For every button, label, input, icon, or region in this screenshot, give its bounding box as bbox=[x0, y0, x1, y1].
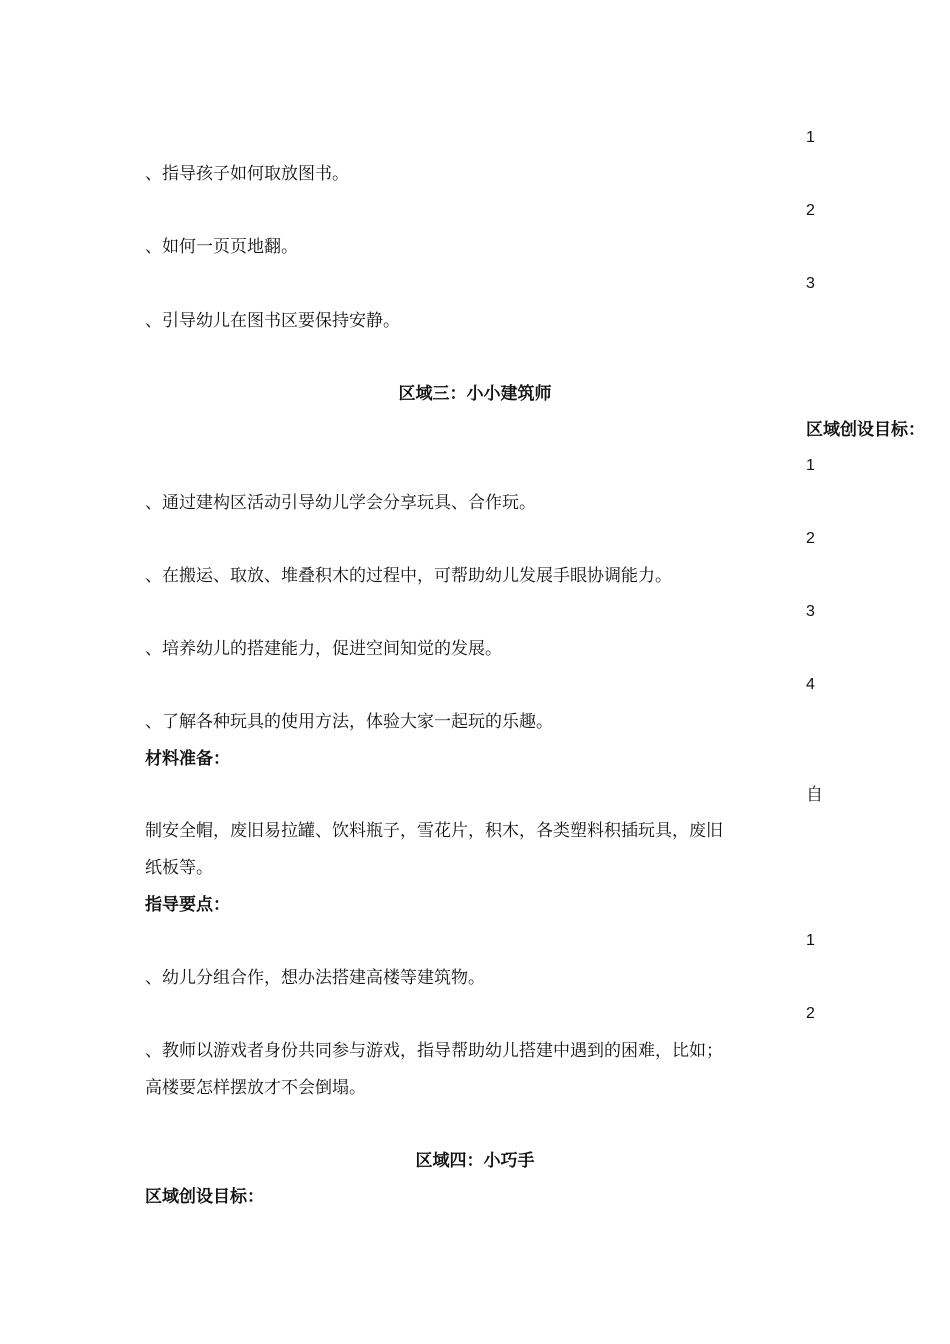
materials-line: 制安全帽，废旧易拉罐、饮料瓶子，雪花片，积木，各类塑料积插玩具，废旧 bbox=[145, 821, 723, 841]
list-item: 、如何一页页地翻。 bbox=[145, 237, 298, 257]
list-number: 2 bbox=[806, 202, 815, 219]
list-number: 2 bbox=[806, 1005, 815, 1022]
list-item: 、培养幼儿的搭建能力，促进空间知觉的发展。 bbox=[145, 639, 502, 659]
materials-heading: 材料准备： bbox=[145, 749, 230, 769]
list-number: 4 bbox=[806, 676, 815, 693]
list-number: 1 bbox=[806, 457, 815, 474]
list-item: 、指导孩子如何取放图书。 bbox=[145, 164, 349, 184]
list-item: 、在搬运、取放、堆叠积木的过程中，可帮助幼儿发展手眼协调能力。 bbox=[145, 566, 672, 586]
goals-heading: 区域创设目标： bbox=[145, 1187, 264, 1207]
list-number: 2 bbox=[806, 530, 815, 547]
list-item: 、通过建构区活动引导幼儿学会分享玩具、合作玩。 bbox=[145, 493, 536, 513]
list-number: 1 bbox=[806, 129, 815, 146]
list-item: 、教师以游戏者身份共同参与游戏，指导帮助幼儿搭建中遇到的困难，比如； bbox=[145, 1041, 723, 1061]
materials-first-char: 自 bbox=[806, 785, 823, 805]
list-number: 3 bbox=[806, 603, 815, 620]
list-number: 1 bbox=[806, 932, 815, 949]
list-number: 3 bbox=[806, 275, 815, 292]
goals-heading: 区域创设目标： bbox=[806, 420, 925, 440]
section-title-area4: 区域四：小巧手 bbox=[415, 1151, 535, 1171]
guidance-heading: 指导要点： bbox=[145, 895, 230, 915]
materials-line: 纸板等。 bbox=[145, 858, 213, 878]
list-item: 、了解各种玩具的使用方法，体验大家一起玩的乐趣。 bbox=[145, 712, 553, 732]
section-title-area3: 区域三：小小建筑师 bbox=[398, 384, 552, 404]
list-item-continued: 高楼要怎样摆放才不会倒塌。 bbox=[145, 1078, 366, 1098]
list-item: 、引导幼儿在图书区要保持安静。 bbox=[145, 311, 400, 331]
list-item: 、幼儿分组合作，想办法搭建高楼等建筑物。 bbox=[145, 968, 485, 988]
